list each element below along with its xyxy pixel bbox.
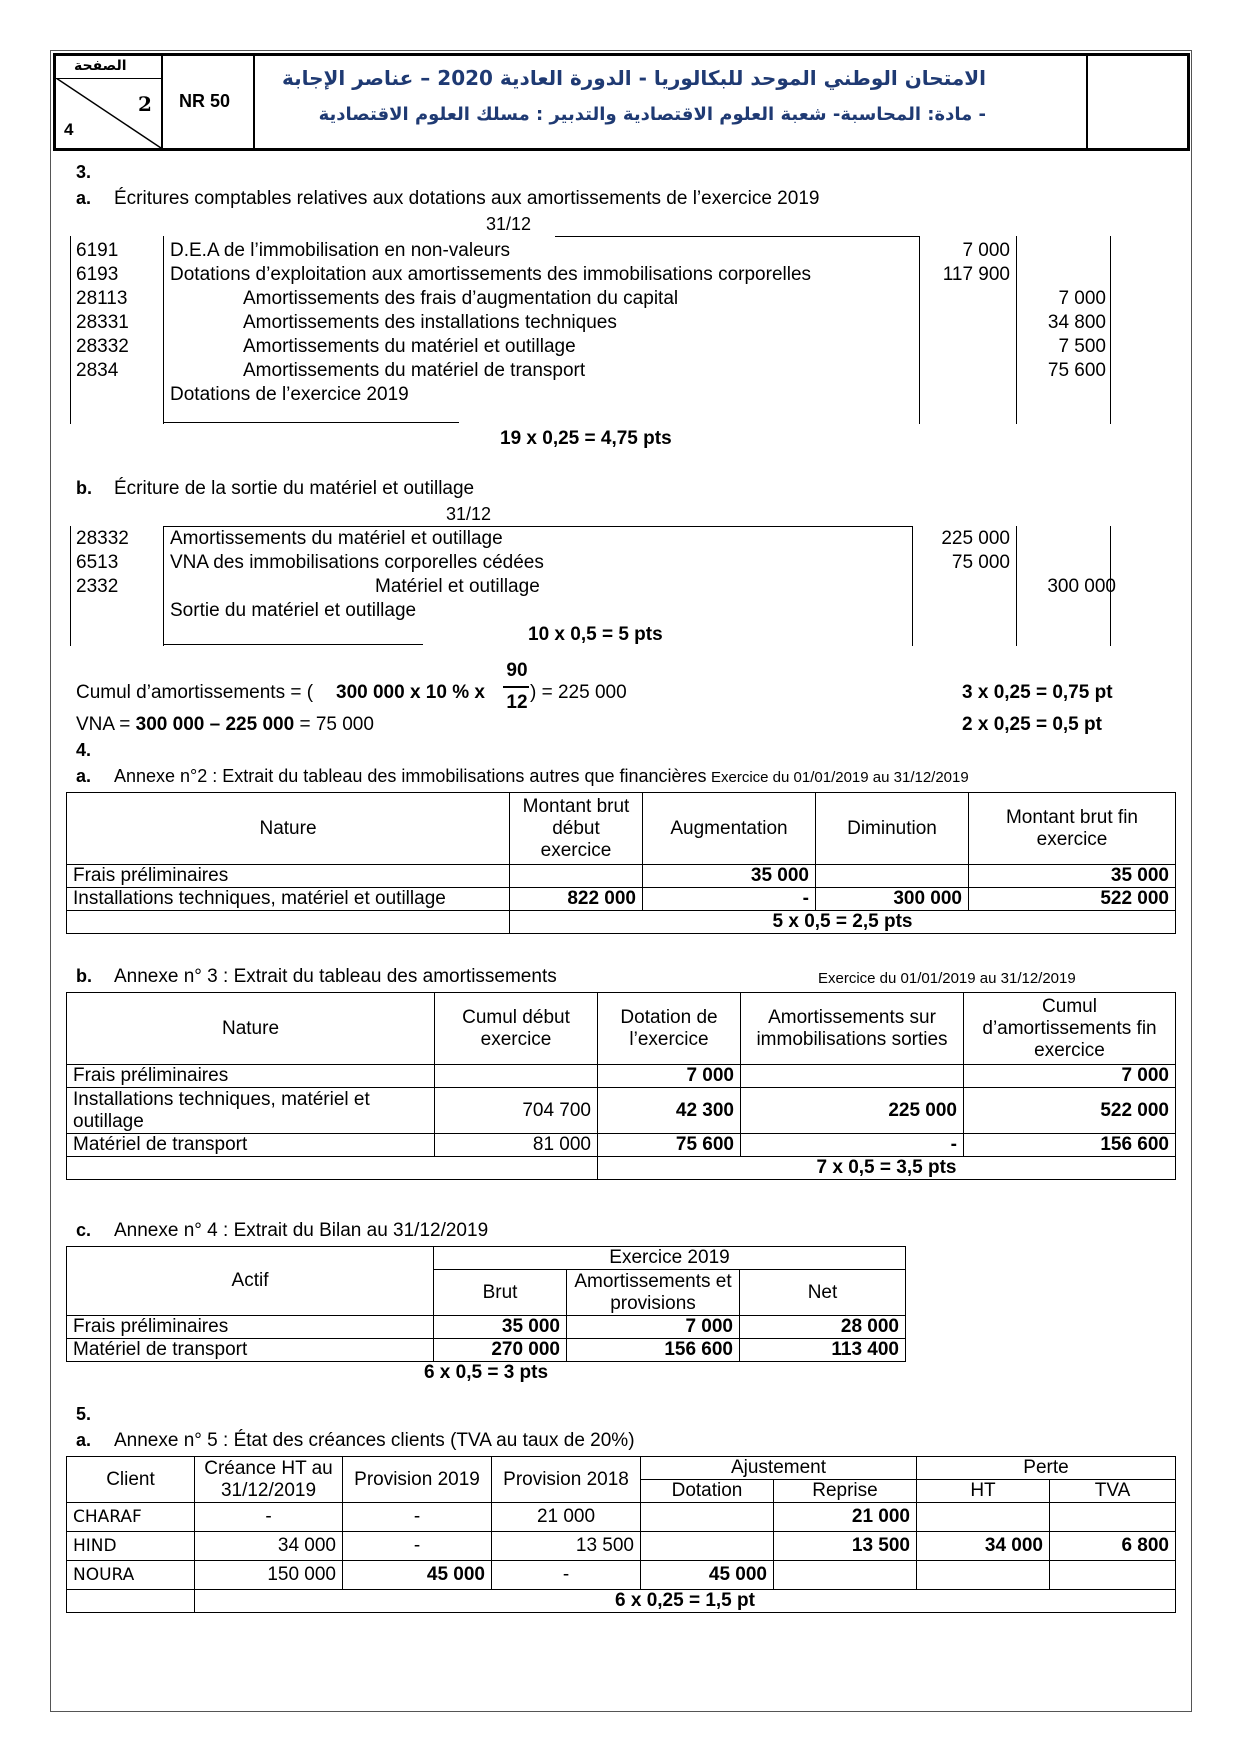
row-label: Matériel de transport [67,1134,435,1157]
entry-date: 31/12 [446,504,492,524]
col-header-exercise: Exercice 2019 [434,1247,906,1270]
cell: - [643,888,816,911]
cell: - [195,1503,343,1532]
account-number: 2834 [76,360,119,381]
col-header: Créance HT au 31/12/2019 [195,1457,343,1503]
fraction-denominator: 12 [506,692,528,713]
col-header: Cumul d’amortissements fin exercice [964,993,1176,1065]
points-3a: 19 x 0,25 = 4,75 pts [500,428,672,449]
col-header: Ajustement [641,1457,917,1480]
cell: 150 000 [195,1561,343,1590]
account-number: 6191 [76,240,119,261]
cell: 225 000 [741,1088,964,1134]
cell: 156 600 [964,1134,1176,1157]
table-row [67,1561,1176,1590]
entry-label: D.E.A de l’immobilisation en non-valeurs [170,240,511,261]
cell: 522 000 [969,888,1176,911]
header-title-line1: الامتحان الوطني الموحد للبكالوريا - الدورة العادية 2020 – عناصر الإجابة [281,66,986,90]
points-4b: 7 x 0,5 = 3,5 pts [598,1157,1176,1180]
empty-cell [67,1590,195,1613]
q3b-title: Écriture de la sortie du matériel et outillage [114,478,475,499]
vna-calc: 300 000 – 225 000 [135,714,295,735]
debit-amount: 75 000 [951,552,1010,573]
points-4c: 6 x 0,5 = 3 pts [423,1362,549,1383]
col-header: Client [67,1457,195,1503]
col-header: Net [740,1270,906,1316]
cell: - [492,1561,641,1590]
cell [1050,1503,1176,1532]
points-vna: 2 x 0,25 = 0,5 pt [962,714,1102,735]
q3b-label: b. [76,478,92,498]
entry-label: Amortissements des installations techniques [243,312,617,333]
q5a-title: Annexe n° 5 : État des créances clients (TVA au taux de 20%) [114,1430,635,1451]
table-row [67,1532,1176,1561]
debit-amount: 225 000 [941,528,1010,549]
cumul-calc: 300 000 x 10 % x [336,682,485,703]
page-number: 2 [138,92,152,116]
points-3b: 10 x 0,5 = 5 pts [528,624,663,645]
cell: - [741,1134,964,1157]
cell: 13 500 [492,1532,641,1561]
q5a-label: a. [76,1430,92,1450]
col-header: Amortissements et provisions [567,1270,740,1316]
code-box [161,56,255,148]
q4a-label: a. [76,766,92,786]
cell: 45 000 [641,1561,774,1590]
table-row [67,1339,906,1362]
header-title-line2: - مادة: المحاسبة- شعبة العلوم الاقتصادية والتدبير : مسلك العلوم الاقتصادية [318,104,986,125]
credit-amount: 7 000 [1058,288,1106,309]
entry-label: Amortissements du matériel et outillage [243,336,576,357]
cell [641,1532,774,1561]
table-row [67,1088,1176,1134]
exam-code: NR 50 [179,91,231,111]
col-header: TVA [1050,1480,1176,1503]
vna-result: = 75 000 [294,714,374,735]
points-5a: 6 x 0,25 = 1,5 pt [195,1590,1176,1613]
q3a-title: Écritures comptables relatives aux dotations aux amortissements de l’exercice 2019 [114,188,820,209]
question-5-number: 5. [76,1404,92,1424]
table-bilan [66,1246,906,1384]
cell [435,1065,598,1088]
question-3-number: 3. [76,162,92,182]
points-4a: 5 x 0,5 = 2,5 pts [510,911,1176,934]
entry-date: 31/12 [486,214,532,234]
cell [510,865,643,888]
q3a-label: a. [76,188,92,208]
q4a-title: Annexe n°2 : Extrait du tableau des immobilisations autres que financières [114,766,707,786]
q4b-label: b. [76,966,92,986]
cell: 45 000 [343,1561,492,1590]
entry-label: Amortissements du matériel de transport [243,360,586,381]
col-header: Nature [67,793,510,865]
empty-cell [67,1157,598,1180]
credit-amount: 300 000 [1047,576,1116,597]
col-header: HT [917,1480,1050,1503]
table-amortissements [66,992,1176,1180]
entry-label: Dotations d’exploitation aux amortissements des immobilisations corporelles [170,264,812,285]
entry-label: Matériel et outillage [375,576,540,597]
entry-label: VNA des immobilisations corporelles cédées [170,552,544,573]
cell: 7 000 [567,1316,740,1339]
q4a-exercise: Exercice du 01/01/2019 au 31/12/2019 [711,769,969,786]
col-header: Provision 2018 [492,1457,641,1503]
cell: 522 000 [964,1088,1176,1134]
cell: 113 400 [740,1339,906,1362]
cumul-prefix: Cumul d’amortissements = ( [76,682,314,703]
cell: 28 000 [740,1316,906,1339]
table-row [67,1316,906,1339]
cell: 42 300 [598,1088,741,1134]
account-number: 28331 [76,312,129,333]
debit-amount: 7 000 [962,240,1010,261]
cell: 300 000 [816,888,969,911]
client-name: CHARAF [67,1503,195,1532]
entry-narration: Dotations de l’exercice 2019 [170,384,409,405]
credit-amount: 75 600 [1047,360,1106,381]
account-number: 2332 [76,576,119,597]
cell: 7 000 [964,1065,1176,1088]
page-header [53,53,1190,151]
page-number-box [56,56,163,148]
cell [917,1503,1050,1532]
cell: 75 600 [598,1134,741,1157]
cell [1050,1561,1176,1590]
entry-narration: Sortie du matériel et outillage [170,600,417,621]
col-header: Amortissements sur immobilisations sorties [741,993,964,1065]
col-header: Dotation de l’exercice [598,993,741,1065]
col-header: Augmentation [643,793,816,865]
table-row [67,865,1176,888]
credit-amount: 7 500 [1058,336,1106,357]
vna-prefix: VNA = [76,714,136,735]
table-row [67,1503,1176,1532]
cell: 21 000 [774,1503,917,1532]
cell: 35 000 [434,1316,567,1339]
cell: 35 000 [969,865,1176,888]
cell [641,1503,774,1532]
cell: 156 600 [567,1339,740,1362]
question-4-number: 4. [76,740,92,760]
client-name: HIND [67,1532,195,1561]
q4c-label: c. [76,1220,92,1240]
entry-label: Amortissements des frais d’augmentation du capital [243,288,679,309]
empty-cell [67,911,510,934]
table-row [67,888,1176,911]
cell: 704 700 [435,1088,598,1134]
cell: 270 000 [434,1339,567,1362]
client-name: NOURA [67,1561,195,1590]
col-header: Perte [917,1457,1176,1480]
row-label: Frais préliminaires [67,1316,434,1339]
col-header-actif: Actif [67,1247,434,1316]
cell: 7 000 [598,1065,741,1088]
title-box [253,56,1088,148]
cell: 6 800 [1050,1532,1176,1561]
col-header: Dotation [641,1480,774,1503]
col-header: Nature [67,993,435,1065]
cell [774,1561,917,1590]
table-row [67,1065,1176,1088]
col-header: Cumul début exercice [435,993,598,1065]
row-label: Installations techniques, matériel et outillage [67,1088,435,1134]
cell: 81 000 [435,1134,598,1157]
debit-amount: 117 900 [942,264,1010,285]
col-header: Reprise [774,1480,917,1503]
page-label: الصفحة [74,58,127,74]
account-number: 28332 [76,528,129,549]
cell: - [343,1532,492,1561]
q4b-title: Annexe n° 3 : Extrait du tableau des amortissements [114,966,557,987]
table-immobilisations [66,792,1176,934]
points-cumul: 3 x 0,25 = 0,75 pt [962,682,1113,703]
cell: - [343,1503,492,1532]
fraction-numerator: 90 [506,660,528,681]
cell: 35 000 [643,865,816,888]
cell: 34 000 [917,1532,1050,1561]
credit-amount: 34 800 [1047,312,1106,333]
table-creances [66,1456,1176,1613]
cell: 34 000 [195,1532,343,1561]
cell: 13 500 [774,1532,917,1561]
row-label: Frais préliminaires [67,865,510,888]
table-row [67,1134,1176,1157]
col-header: Brut [434,1270,567,1316]
cell: 21 000 [492,1503,641,1532]
account-number: 6513 [76,552,119,573]
cell [741,1065,964,1088]
page-total: 4 [64,120,74,139]
cumul-result: ) = 225 000 [530,682,627,703]
col-header: Montant brut début exercice [510,793,643,865]
account-number: 6193 [76,264,119,285]
entry-label: Amortissements du matériel et outillage [170,528,503,549]
cell: 822 000 [510,888,643,911]
row-label: Matériel de transport [67,1339,434,1362]
col-header: Montant brut fin exercice [969,793,1176,865]
cell [917,1561,1050,1590]
row-label: Frais préliminaires [67,1065,435,1088]
row-label: Installations techniques, matériel et outillage [67,888,510,911]
col-header: Diminution [816,793,969,865]
fraction-bar [503,686,529,688]
q4c-title: Annexe n° 4 : Extrait du Bilan au 31/12/2019 [114,1220,489,1241]
account-number: 28332 [76,336,129,357]
cell [816,865,969,888]
col-header: Provision 2019 [343,1457,492,1503]
q4b-exercise: Exercice du 01/01/2019 au 31/12/2019 [818,970,1076,987]
account-number: 28113 [76,288,128,309]
